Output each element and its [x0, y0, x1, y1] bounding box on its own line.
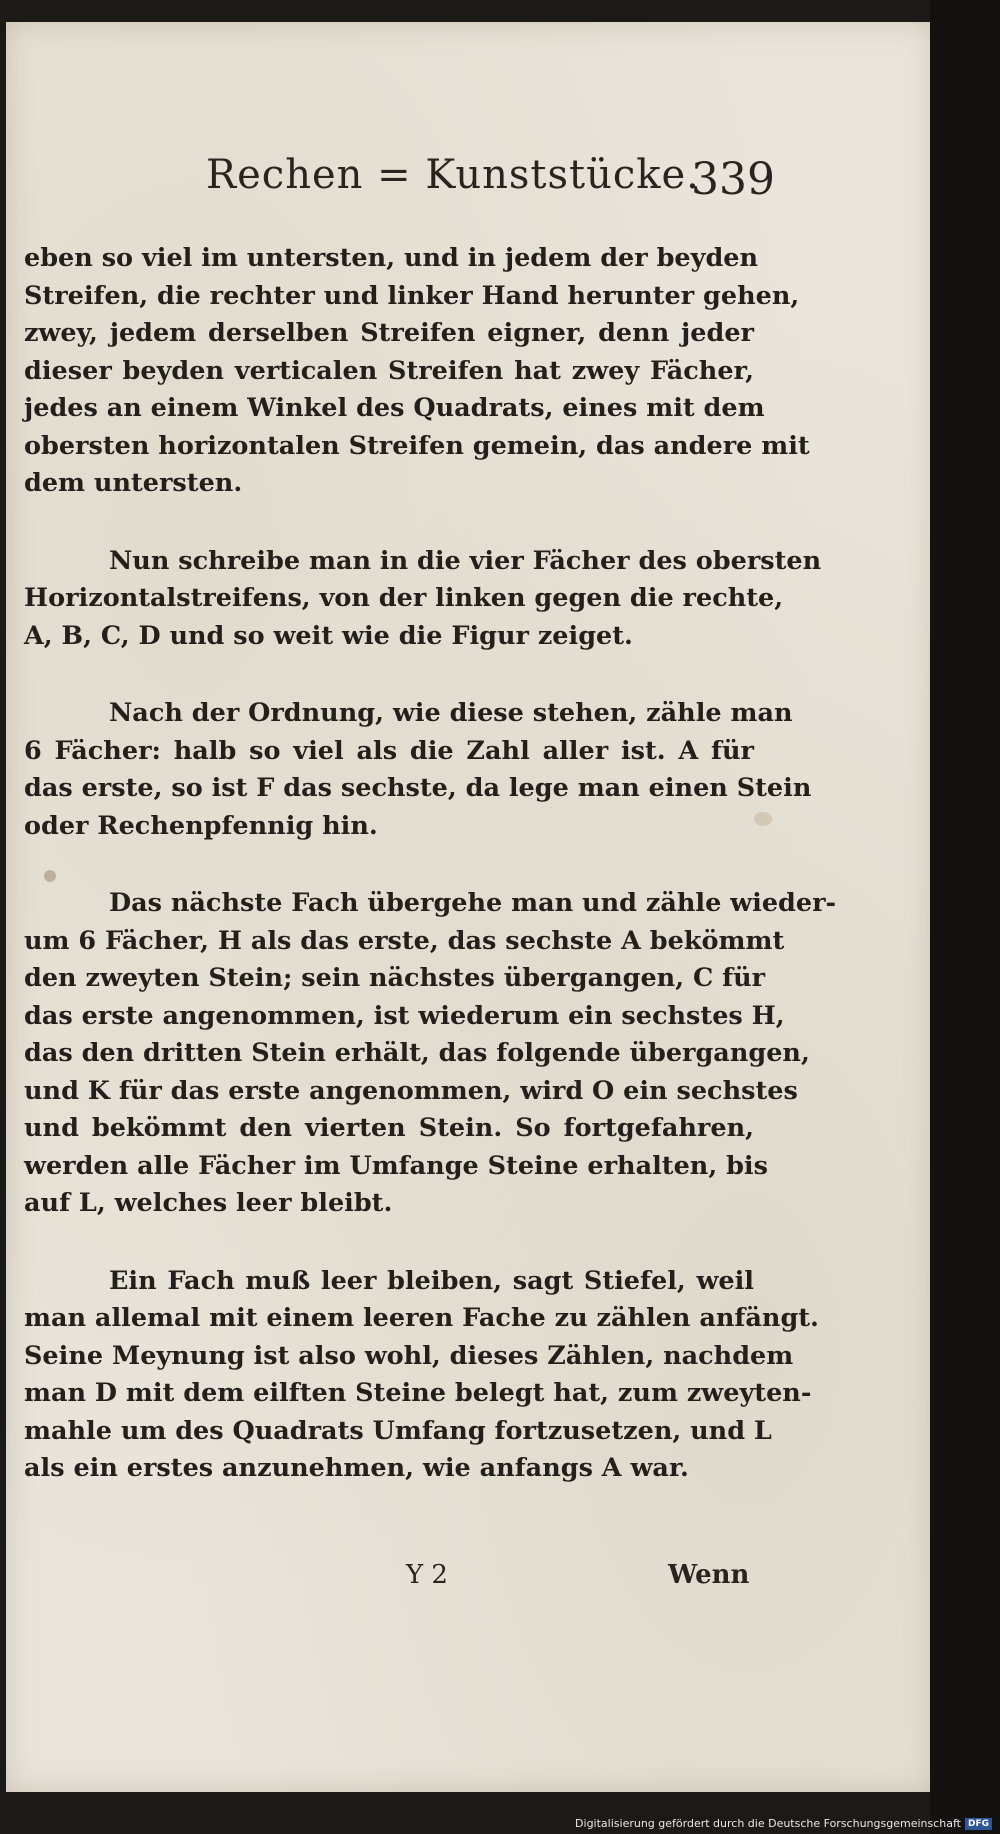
paragraph-5	[24, 1263, 819, 1488]
text-line: Streifen, die rechter und linker Hand herunter gehen,	[24, 280, 800, 311]
text-line: 6 Fächer: halb so viel als die Zahl aller ist. A für	[24, 735, 754, 766]
text-line: den zweyten Stein; sein nächstes übergangen, C für	[24, 963, 766, 993]
paragraph-4	[24, 885, 837, 1223]
text-line: Ein Fach muß leer bleiben, sagt Stiefel, weil	[109, 1265, 754, 1296]
catchword: Wenn	[668, 1560, 750, 1590]
text-line: Seine Meynung ist also wohl, dieses Zählen, nachdem	[24, 1340, 794, 1371]
stain-mark	[754, 812, 772, 826]
text-line: Nach der Ordnung, wie diese stehen, zähle man	[109, 698, 793, 728]
text-line: das erste, so ist F das sechste, da lege man einen Stein	[24, 773, 812, 803]
book-page	[6, 22, 934, 1792]
text-line: man D mit dem eilften Steine belegt hat, zum zweyten-	[24, 1378, 812, 1408]
text-line: um 6 Fächer, H als das erste, das sechste A bekömmt	[24, 925, 785, 956]
running-head: Rechen = Kunststücke.	[206, 152, 700, 198]
paragraph-3	[24, 695, 812, 845]
text-line: zwey, jedem derselben Streifen eigner, denn jeder	[24, 318, 754, 348]
text-line: und K für das erste angenommen, wird O ein sechstes	[24, 1075, 798, 1106]
text-line: A, B, C, D und so weit wie die Figur zeiget.	[24, 620, 633, 651]
text-line: als ein erstes anzunehmen, wie anfangs A war.	[24, 1453, 689, 1483]
signature-mark: Y 2	[406, 1560, 448, 1590]
text-line: das erste angenommen, ist wiederum ein sechstes H,	[24, 1000, 785, 1031]
dfg-logo-icon: DFG	[965, 1818, 992, 1830]
text-line: und bekömmt den vierten Stein. So fortgefahren,	[24, 1113, 754, 1143]
body-text	[24, 240, 837, 1528]
text-line: Nun schreibe man in die vier Fächer des obersten	[109, 545, 822, 576]
text-line: dieser beyden verticalen Streifen hat zwey Fächer,	[24, 355, 754, 386]
text-line: mahle um des Quadrats Umfang fortzusetzen, und L	[24, 1415, 772, 1446]
text-line: obersten horizontalen Streifen gemein, das andere mit	[24, 430, 810, 461]
funding-credit	[575, 1817, 992, 1830]
paragraph-1	[24, 240, 810, 503]
text-line: eben so viel im untersten, und in jedem der beyden	[24, 243, 759, 273]
credit-text: Digitalisierung gefördert durch die Deutsche Forschungsgemeinschaft	[575, 1817, 961, 1830]
text-line: das den dritten Stein erhält, das folgende übergangen,	[24, 1038, 810, 1068]
page-footer	[6, 1560, 934, 1600]
text-line: Horizontalstreifens, von der linken gegen die rechte,	[24, 583, 784, 613]
text-line: man allemal mit einem leeren Fache zu zählen anfängt.	[24, 1303, 819, 1333]
text-line: werden alle Fächer im Umfange Steine erhalten, bis	[24, 1150, 768, 1181]
paragraph-2	[24, 543, 822, 656]
text-line: Das nächste Fach übergehe man und zähle wieder-	[109, 888, 837, 918]
text-line: dem untersten.	[24, 468, 243, 498]
text-line: auf L, welches leer bleibt.	[24, 1188, 393, 1218]
page-header	[6, 152, 934, 212]
text-line: jedes an einem Winkel des Quadrats, eines mit dem	[24, 393, 765, 423]
text-line: oder Rechenpfennig hin.	[24, 810, 378, 841]
page-number: 339	[691, 154, 775, 205]
scan-border	[930, 0, 1000, 1834]
stain-mark	[44, 870, 56, 882]
